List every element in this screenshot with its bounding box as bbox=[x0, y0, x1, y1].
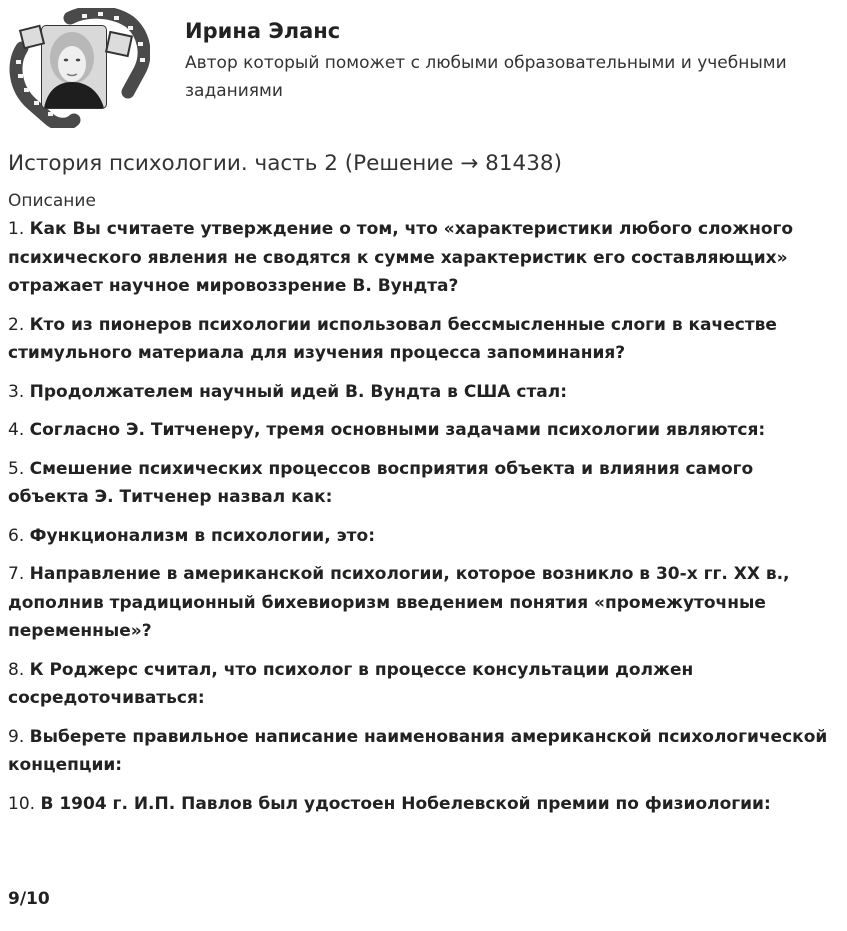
question-text: Продолжателем научный идей В. Вундта в США стал: bbox=[29, 381, 568, 402]
question-item bbox=[8, 311, 833, 368]
question-text: Выберете правильное написание наименования американской психологической концепции: bbox=[8, 726, 828, 775]
question-text: К Роджерс считал, что психолог в процессе консультации должен сосредоточиваться: bbox=[8, 659, 694, 708]
question-item bbox=[8, 215, 833, 301]
question-number: 4. bbox=[8, 420, 25, 440]
question-item bbox=[8, 455, 833, 512]
page-title: История психологии. часть 2 (Решение → 81438) bbox=[8, 151, 562, 176]
question-item bbox=[8, 378, 833, 407]
question-item bbox=[8, 790, 833, 819]
question-item bbox=[8, 522, 833, 551]
question-text: Как Вы считаете утверждение о том, что «характеристики любого сложного психического явления не сводятся к сумме характеристик его составляющих» отражает научное мировоззрение В. Вундта? bbox=[8, 219, 794, 296]
question-item bbox=[8, 656, 833, 713]
question-item bbox=[8, 560, 833, 646]
question-text: Кто из пионеров психологии использовал бессмысленные слоги в качестве стимульного материала для изучения процесса запоминания? bbox=[8, 314, 777, 363]
question-number: 5. bbox=[8, 458, 25, 479]
question-number: 1. bbox=[8, 219, 25, 239]
question-text: Согласно Э. Титченеру, тремя основными задачами психологии являются: bbox=[29, 420, 766, 440]
question-item bbox=[8, 416, 833, 445]
author-card bbox=[8, 8, 839, 130]
question-number: 6. bbox=[8, 525, 25, 546]
question-item bbox=[8, 723, 833, 780]
author-description: Автор который поможет с любыми образовательными и учебными заданиями bbox=[185, 53, 787, 101]
question-number: 3. bbox=[8, 381, 25, 402]
question-text: Направление в американской психологии, которое возникло в 30-х гг. XX в., дополнив традиционный бихевиоризм введением понятия «промежуточные переменные»? bbox=[8, 564, 790, 641]
author-avatar[interactable] bbox=[8, 8, 150, 128]
author-name[interactable]: Ирина Эланс bbox=[185, 19, 341, 43]
page-counter: 9/10 bbox=[8, 889, 50, 909]
question-text: Функционализм в психологии, это: bbox=[29, 525, 376, 546]
question-text: Смешение психических процессов восприятия объекта и влияния самого объекта Э. Титченер назвал как: bbox=[8, 458, 754, 507]
question-list bbox=[8, 215, 833, 828]
question-number: 9. bbox=[8, 726, 25, 747]
question-text: В 1904 г. И.П. Павлов был удостоен Нобелевской премии по физиологии: bbox=[40, 793, 771, 814]
description-label: Описание bbox=[8, 191, 96, 211]
question-number: 2. bbox=[8, 314, 25, 335]
question-number: 8. bbox=[8, 659, 25, 680]
question-number: 10. bbox=[8, 793, 36, 814]
question-number: 7. bbox=[8, 564, 25, 584]
